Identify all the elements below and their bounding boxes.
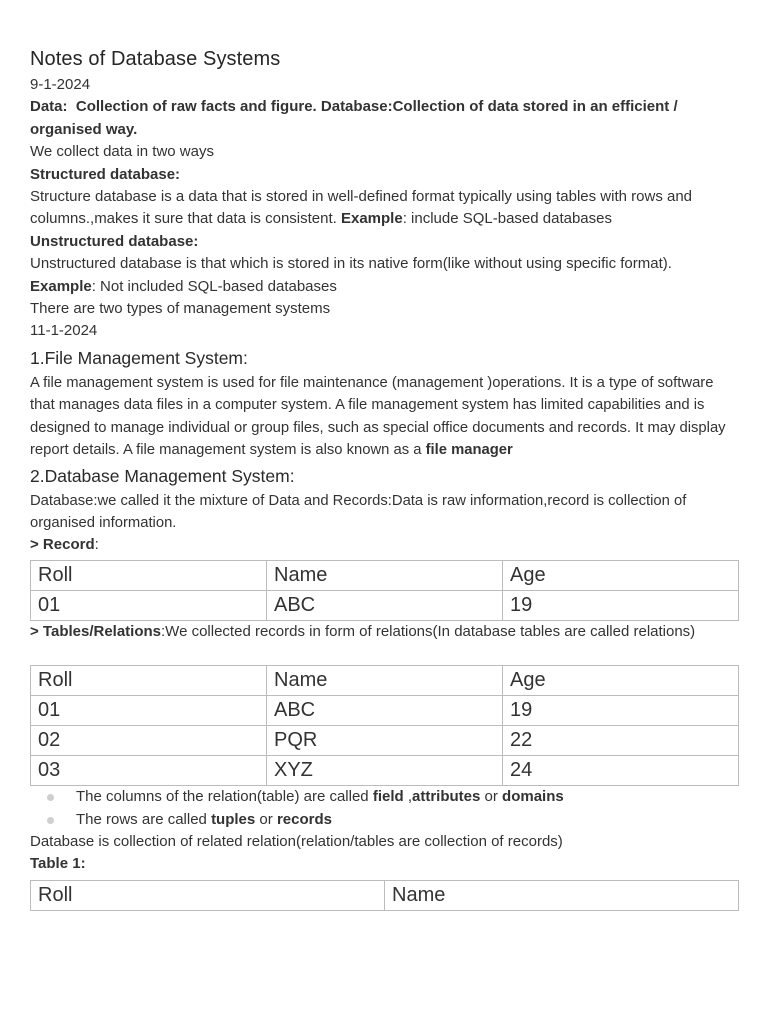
record-label-colon: : [94, 536, 99, 554]
structured-paragraph [30, 186, 740, 231]
unstructured-text: Unstructured database is that which is stored in its native form(like without using specific format). [30, 255, 672, 273]
table-row [31, 880, 739, 910]
table-row [31, 560, 739, 590]
unstructured-example-text: : Not included SQL-based databases [91, 277, 337, 295]
table-cell: 03 [31, 756, 267, 786]
table-1 [30, 880, 739, 911]
table-header-cell: Name [267, 560, 503, 590]
collect-ways: We collect data in two ways [30, 143, 214, 161]
table-row [31, 590, 739, 620]
bullet-term-records: records [276, 810, 332, 828]
bullet-term-field: field [372, 788, 404, 806]
table-cell: 24 [503, 756, 739, 786]
table-cell: 22 [503, 726, 739, 756]
table-header-cell: Age [503, 666, 739, 696]
bullet-text: or [480, 788, 503, 806]
record-label [30, 534, 740, 556]
table-row [31, 726, 739, 756]
table-header-cell: Name [385, 880, 739, 910]
bullet-term-domains: domains [502, 788, 564, 806]
dbms-heading: 2.Database Management System: [30, 465, 295, 486]
list-item [30, 809, 740, 831]
file-management-heading: 1.File Management System: [30, 347, 248, 368]
table-cell: ABC [267, 696, 503, 726]
table-cell: XYZ [267, 756, 503, 786]
unstructured-paragraph [30, 253, 740, 298]
table-row [31, 696, 739, 726]
relations-label: > Tables/Relations [30, 622, 162, 640]
bullet-dot-icon [47, 794, 54, 801]
structured-example-text: : include SQL-based databases [402, 210, 612, 228]
table-header-cell: Age [503, 560, 739, 590]
table-cell: 01 [31, 696, 267, 726]
table-header-cell: Roll [31, 560, 267, 590]
data-definition-text: Collection of raw facts and figure. Database:Collection of data stored in an efficient / organised way. [30, 98, 678, 138]
unstructured-heading: Unstructured database: [30, 232, 199, 250]
table-cell: 02 [31, 726, 267, 756]
table-cell: 19 [503, 696, 739, 726]
table-cell: 19 [503, 590, 739, 620]
structured-heading: Structured database: [30, 165, 181, 183]
table-row [31, 666, 739, 696]
data-definition [30, 96, 740, 141]
dbms-paragraph: Database:we called it the mixture of Data and Records:Data is raw information,record is collection of organised information. [30, 492, 687, 531]
notes-page [30, 44, 740, 911]
bullet-text: , [403, 788, 413, 806]
unstructured-example-label: Example [30, 277, 92, 295]
table-row [31, 756, 739, 786]
bullet-term-attributes: attributes [412, 788, 481, 806]
table-cell: 01 [31, 590, 267, 620]
bullet-text: The columns of the relation(table) are called [76, 788, 373, 806]
data-definition-label: Data: [30, 98, 68, 116]
record-table [30, 560, 739, 621]
table-cell: PQR [267, 726, 503, 756]
list-item [30, 786, 740, 808]
bullet-text: or [255, 810, 277, 828]
table1-label: Table 1: [30, 855, 86, 873]
bullet-text: The rows are called [76, 810, 212, 828]
table-header-cell: Name [267, 666, 503, 696]
two-types: There are two types of management systems [30, 300, 331, 318]
file-management-paragraph [30, 372, 740, 462]
page-title: Notes of Database Systems [30, 48, 281, 70]
bullet-dot-icon [47, 817, 54, 824]
table-cell: ABC [267, 590, 503, 620]
file-management-text: A file management system is used for file maintenance (management )operations. It is a type of software that manages data files in a computer system. A file management system has limited capabilities and is designed to manage individual or group files, such as special office documents and records. It may display report details. A file management system is also known as a [30, 374, 726, 459]
relations-paragraph [30, 621, 740, 643]
relation-table [30, 665, 739, 786]
record-label-bold: > Record [30, 536, 95, 554]
file-manager-term: file manager [425, 442, 513, 459]
structured-example-label: Example [340, 210, 403, 228]
date-1: 9-1-2024 [30, 76, 91, 93]
db-collection-text: Database is collection of related relation(relation/tables are collection of records) [30, 832, 563, 850]
bullet-term-tuples: tuples [211, 810, 256, 828]
table-header-cell: Roll [31, 880, 385, 910]
bullet-list [30, 786, 740, 831]
relations-text: :We collected records in form of relations(In database tables are called relations) [161, 622, 696, 640]
date-2: 11-1-2024 [30, 322, 98, 340]
table-header-cell: Roll [31, 666, 267, 696]
structured-text: Structure database is a data that is stored in well-defined format typically using tables with rows and columns.,makes it sure that data is consistent. [30, 188, 693, 228]
